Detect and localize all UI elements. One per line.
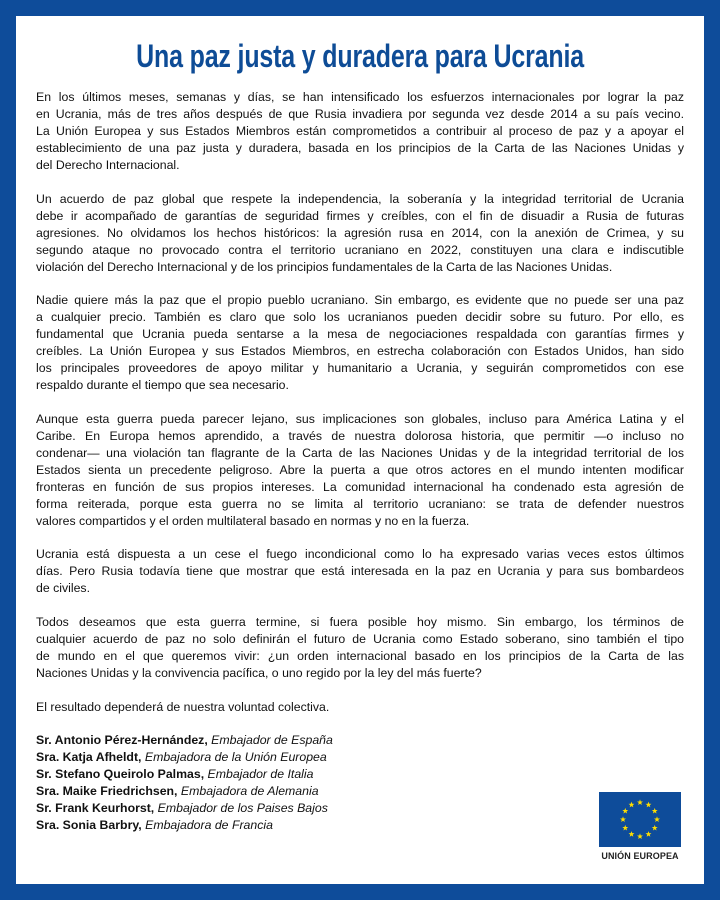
signatory-role: Embajadora de la Unión Europea (144, 750, 327, 765)
star-icon (629, 831, 635, 837)
signatory (36, 817, 684, 834)
paragraph (36, 699, 684, 716)
text-line: agresiones. No olvidamos los hechos históricos: la agresión rusa en 2014, con la anexión de Crimea, y su (36, 225, 684, 240)
signatory-role: Embajador de los Paises Bajos (157, 801, 328, 816)
text-line: Caribe. En Europa hemos aprendido, a través de nuestra dolorosa historia, que permitir —o incluso no (36, 428, 684, 443)
text-line: El resultado dependerá de nuestra voluntad colectiva. (36, 699, 330, 714)
star-icon (652, 825, 658, 831)
text-line: Ucrania está dispuesta a un cese el fuego incondicional como lo ha expresado varias veces estos últimos (36, 547, 684, 562)
text-line: En los últimos meses, semanas y días, se han intensificado los esfuerzos internacionales por lograr la paz (36, 90, 684, 104)
star-icon (652, 808, 658, 814)
text-line: en Ucrania, más de tres años después de que Rusia invadiera por segunda vez desde 2014 a su país vecino. (36, 107, 684, 121)
text-line: de mundo en el que queremos vivir: ¿un orden internacional basado en los principios de la Carta de las (36, 648, 684, 663)
star-icon (622, 825, 628, 831)
signatory-role: Embajador de Italia (207, 767, 314, 782)
signatory-name: Sra. Katja Afheldt, (36, 750, 142, 765)
text-line: valores compartidos y el orden multilateral basado en normas y no en la fuerza. (36, 513, 470, 528)
text-line: Todos deseamos que esta guerra termine, si fuera posible hoy mismo. Sin embargo, los términos de (36, 614, 684, 629)
text-line: debe ir acompañado de garantías de seguridad firmes y creíbles, con el fin de disuadir a Rusia de futuras (36, 208, 684, 223)
text-line: segundo ataque no provocado contra el territorio ucraniano en 2022, constituyen una clara e indiscutible (36, 242, 684, 257)
text-line: días. Pero Rusia todavía tiene que mostrar que está interesada en la paz en Ucrania y para sus bombardeos (36, 564, 684, 579)
signatory (36, 749, 684, 766)
text-line: del Derecho Internacional. (36, 158, 180, 172)
text-line: condenar— una violación tan flagrante de la Carta de las Naciones Unidas y de la integridad territorial de los (36, 445, 684, 460)
letter-page (16, 16, 704, 884)
signatory (36, 732, 684, 749)
paragraph (36, 546, 684, 597)
signatory (36, 800, 684, 817)
signatory-name: Sr. Stefano Queirolo Palmas, (36, 767, 205, 782)
star-icon (620, 816, 626, 822)
text-line: los principales proveedores de apoyo militar y humanitario a Ucrania, y seguirán comprometidos con ese (36, 361, 684, 376)
text-line: de civiles. (36, 581, 90, 596)
text-line: Nadie quiere más la paz que el propio pueblo ucraniano. Sin embargo, es evidente que no puede ser una paz (36, 293, 684, 308)
signatory-name: Sr. Antonio Pérez-Hernández, (36, 733, 208, 748)
signatory (36, 783, 684, 800)
text-line: Un acuerdo de paz global que respete la independencia, la soberanía y la integridad territorial de Ucrania (36, 191, 684, 206)
paragraph (36, 89, 684, 174)
signatory-role: Embajador de España (211, 733, 333, 748)
text-line: cualquier acuerdo de paz no solo definirán el futuro de Ucrania como Estado soberano, sino también el tipo (36, 631, 684, 646)
paragraph (36, 614, 684, 682)
star-icon (646, 831, 652, 837)
text-line: creíbles. La Unión Europea y sus Estados Miembros, en estrecha colaboración con Estados Unidos, han sido (36, 344, 684, 359)
paragraph (36, 411, 684, 530)
star-icon (654, 816, 660, 822)
signatory-name: Sra. Maike Friedrichsen, (36, 784, 178, 799)
signatory-name: Sr. Frank Keurhorst, (36, 801, 155, 816)
text-line: establecimiento de una paz justa y duradera, basada en los principios de la Carta de las Naciones Unidas y (36, 141, 684, 155)
star-icon (637, 833, 643, 839)
text-line: violación del Derecho Internacional y de los principios fundamentales de la Carta de las Naciones Unidas. (36, 259, 613, 274)
text-line: respaldo durante el tiempo que sea necesario. (36, 378, 289, 393)
signatory-role: Embajadora de Francia (145, 818, 273, 833)
text-line: La Unión Europea y sus Estados Miembros están comprometidos a contribuir al proceso de paz y a apoyar el (36, 124, 684, 138)
letter-body (36, 89, 684, 834)
star-icon (646, 802, 652, 808)
star-icon (637, 799, 643, 805)
text-line: fundamental que Ucrania pueda sentarse a la mesa de negociaciones respaldada con garantías firmes y (36, 327, 684, 342)
page-title: Una paz justa y duradera para Ucrania (136, 38, 584, 74)
text-line: forma reiterada, porque esta guerra no se limita al territorio ucraniano: se trata de defender nuestros (36, 496, 684, 511)
signatories-list (36, 732, 684, 834)
text-line: a cualquier precio. También es claro que solo los ucranianos pueden decidir sobre su futuro. Por ello, es (36, 310, 684, 325)
paragraph (36, 191, 684, 276)
signatory-name: Sra. Sonia Barbry, (36, 818, 142, 833)
signatory-role: Embajadora de Alemania (180, 784, 319, 799)
signatory (36, 766, 684, 783)
text-line: Estados sienta un precedente peligroso. Abre la puerta a que otros actores en el mundo intenten modificar (36, 462, 684, 477)
text-line: fronteras en función de sus propios intereses. La comunidad internacional ha condenado esta agresión de (36, 479, 684, 494)
eu-flag-logo (599, 792, 681, 847)
text-line: Naciones Unidas y la convivencia pacífica, o uno regido por la ley del más fuerte? (36, 665, 482, 680)
paragraph (36, 292, 684, 394)
star-icon (629, 802, 635, 808)
logo-caption: UNIÓN EUROPEA (601, 851, 679, 861)
text-line: Aunque esta guerra pueda parecer lejano, sus implicaciones son globales, incluso para América Latina y el (36, 411, 684, 426)
eu-stars-icon (599, 792, 681, 847)
star-icon (622, 808, 628, 814)
